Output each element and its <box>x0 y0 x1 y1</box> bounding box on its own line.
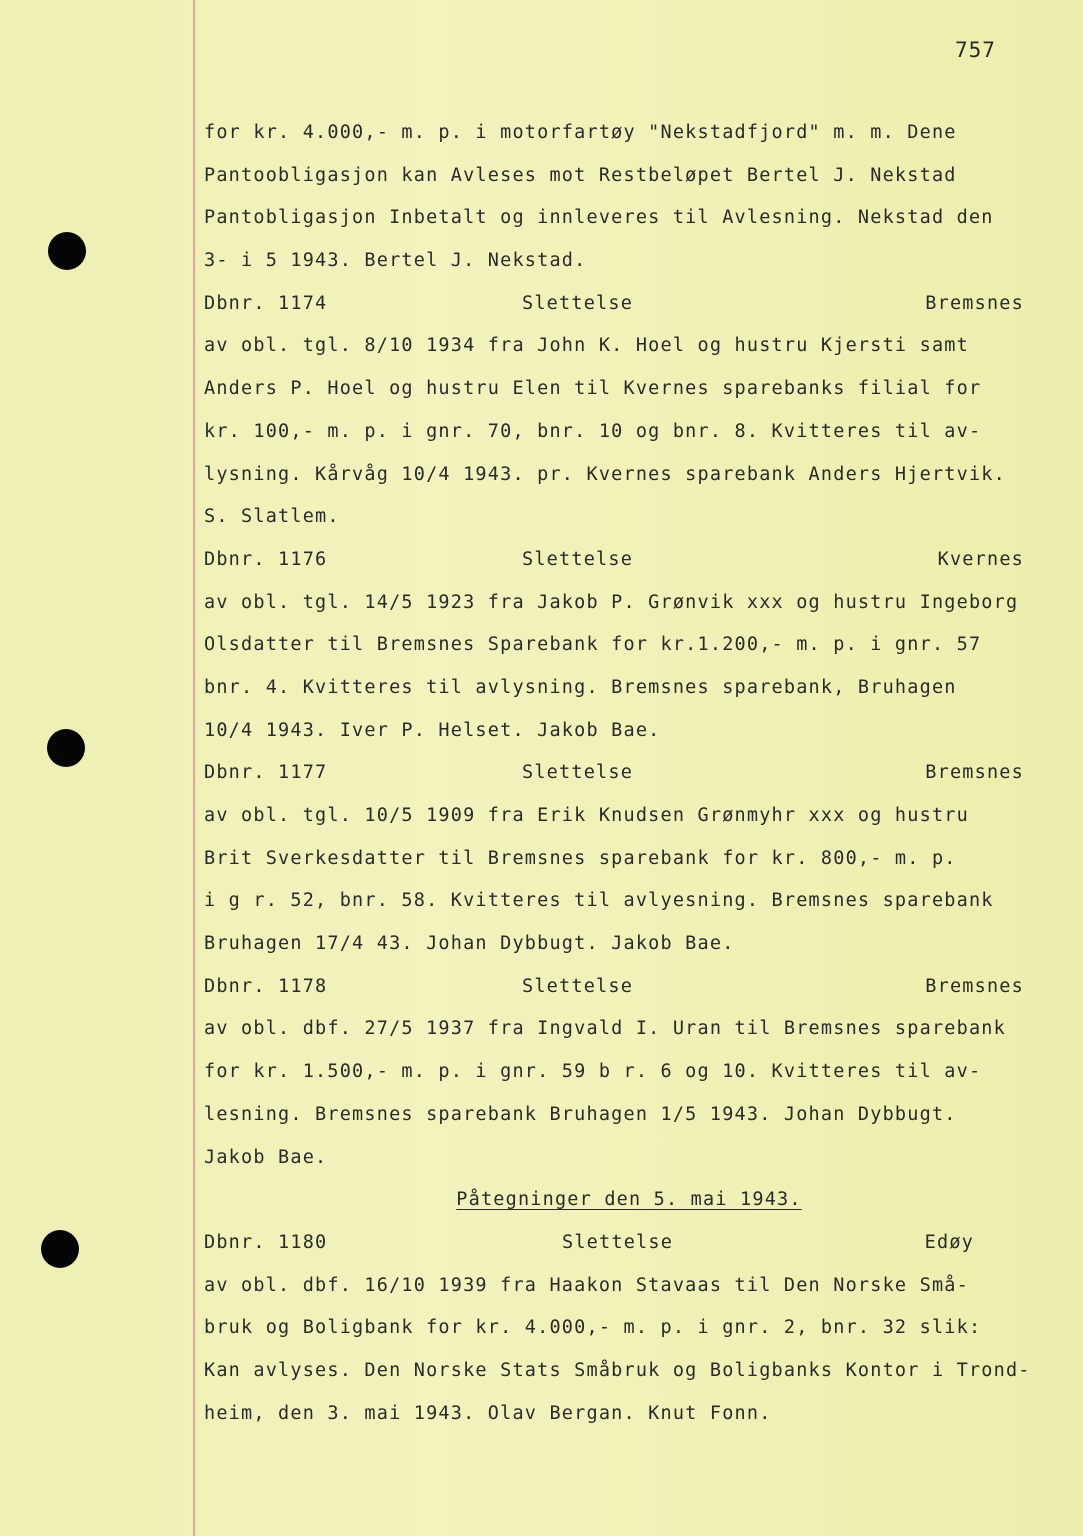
text-line: for kr. 4.000,- m. p. i motorfartøy "Nekstadfjord" m. m. Dene <box>204 122 957 143</box>
text-line: av obl. dbf. 27/5 1937 fra Ingvald I. Uran til Bremsnes sparebank <box>204 1018 1006 1040</box>
text-line: Brit Sverkesdatter til Bremsnes sparebank for kr. 800,- m. p. <box>204 847 957 869</box>
entry-type: Slettelse <box>522 762 634 784</box>
text-line: Pantoobligasjon kan Avleses mot Restbeløpet Bertel J. Nekstad <box>204 164 957 186</box>
punch-hole <box>48 232 86 270</box>
text-line: kr. 100,- m. p. i gnr. 70, bnr. 10 og bnr. 8. Kvitteres til av- <box>204 420 982 442</box>
text-line: Olsdatter til Bremsnes Sparebank for kr.1.200,- m. p. i gnr. 57 <box>204 634 982 656</box>
entry-header <box>204 283 1054 326</box>
entry-place: Bremsnes <box>925 762 1024 784</box>
section-heading: Påtegninger den 5. mai 1943. <box>456 1189 802 1211</box>
text-line: Kan avlyses. Den Norske Stats Småbruk og Boligbanks Kontor i Trond- <box>204 1359 1031 1381</box>
text-line: lesning. Bremsnes sparebank Bruhagen 1/5 1943. Johan Dybbugt. <box>204 1103 957 1125</box>
entry-place: Kvernes <box>937 548 1024 570</box>
text-line: for kr. 1.500,- m. p. i gnr. 59 b r. 6 og 10. Kvitteres til av- <box>204 1061 982 1083</box>
entry-place: Bremsnes <box>925 292 1024 314</box>
text-line: av obl. tgl. 8/10 1934 fra John K. Hoel og hustru Kjersti samt <box>204 335 969 357</box>
entry-number: Dbnr. 1178 <box>204 975 328 997</box>
entry-place: Edøy <box>924 1231 974 1253</box>
entry-number: Dbnr. 1180 <box>204 1231 328 1253</box>
text-line: av obl. tgl. 14/5 1923 fra Jakob P. Grønvik xxx og hustru Ingeborg <box>204 591 1019 613</box>
text-line: 10/4 1943. Iver P. Helset. Jakob Bae. <box>204 719 661 741</box>
text-line: av obl. dbf. 16/10 1939 fra Haakon Stavaas til Den Norske Små- <box>204 1274 969 1296</box>
text-line: Jakob Bae. <box>204 1146 328 1168</box>
entry-type: Slettelse <box>522 548 634 570</box>
entry-type: Slettelse <box>522 975 634 997</box>
entry-number: Dbnr. 1174 <box>204 292 328 314</box>
entry-header <box>204 1222 1054 1265</box>
text-line: S. Slatlem. <box>204 506 340 528</box>
text-line: i g r. 52, bnr. 58. Kvitteres til avlyesning. Bremsnes sparebank <box>204 890 994 912</box>
entry-place: Bremsnes <box>925 975 1024 997</box>
entry-header <box>204 966 1054 1009</box>
text-line: bruk og Boligbank for kr. 4.000,- m. p. i gnr. 2, bnr. 32 slik: <box>204 1317 982 1339</box>
page-number: 757 <box>955 38 996 62</box>
text-line: Pantobligasjon Inbetalt og innleveres til Avlesning. Nekstad den <box>204 207 994 229</box>
entry-type: Slettelse <box>522 292 634 314</box>
punch-hole <box>41 1230 79 1268</box>
entry-header <box>204 752 1054 795</box>
entry-number: Dbnr. 1177 <box>204 762 328 784</box>
text-line: Bruhagen 17/4 43. Johan Dybbugt. Jakob Bae. <box>204 933 735 955</box>
entry-number: Dbnr. 1176 <box>204 548 328 570</box>
text-line: 3- i 5 1943. Bertel J. Nekstad. <box>204 250 587 272</box>
text-line: bnr. 4. Kvitteres til avlysning. Bremsnes sparebank, Bruhagen <box>204 676 957 698</box>
entry-type: Slettelse <box>562 1231 674 1253</box>
text-line: av obl. tgl. 10/5 1909 fra Erik Knudsen Grønmyhr xxx og hustru <box>204 805 969 826</box>
text-line: heim, den 3. mai 1943. Olav Bergan. Knut Fonn. <box>204 1402 772 1424</box>
text-line: lysning. Kårvåg 10/4 1943. pr. Kvernes sparebank Anders Hjertvik. <box>204 463 1006 485</box>
entry-header <box>204 539 1054 582</box>
margin-rule <box>193 0 195 1536</box>
text-line: Anders P. Hoel og hustru Elen til Kvernes sparebanks filial for <box>204 378 982 400</box>
document-body <box>204 112 1054 1435</box>
punch-hole <box>47 729 85 767</box>
